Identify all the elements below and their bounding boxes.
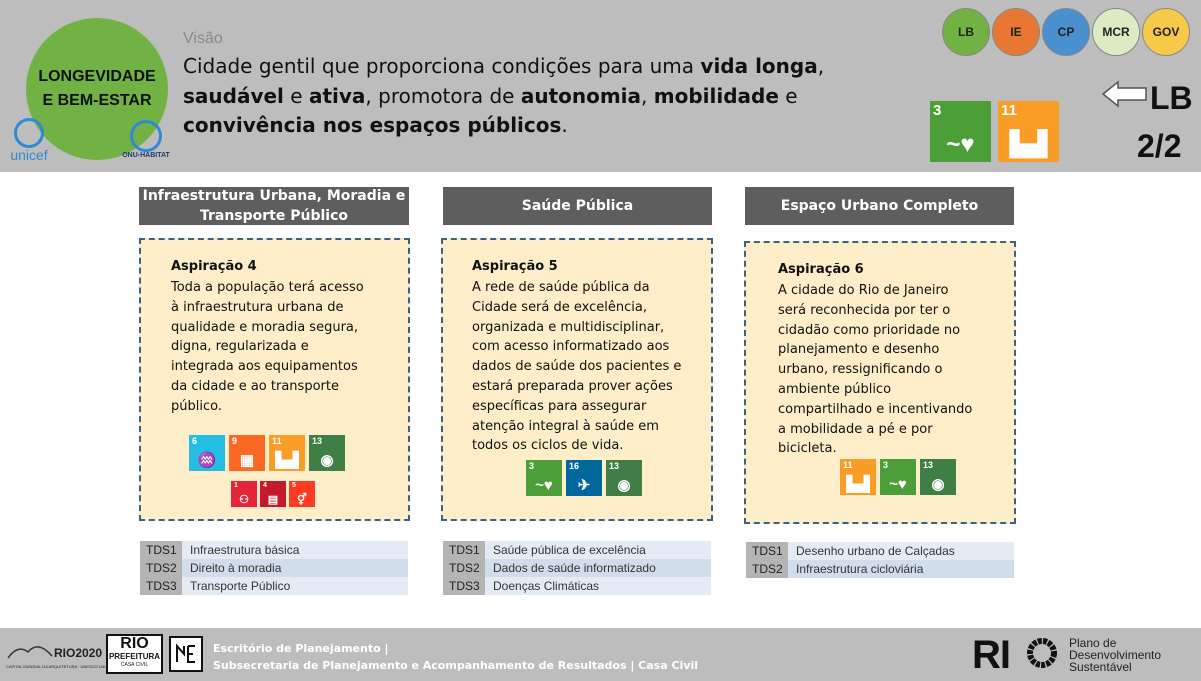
tds-code: TDS3 (443, 577, 485, 595)
tds-text: Direito à moradia (182, 559, 408, 577)
aspiration-line: planejamento e desenho (778, 342, 940, 358)
aspiration-line: A rede de saúde pública da (472, 280, 650, 295)
sdg-icons-5 (526, 460, 646, 500)
unicef-label: unicef (10, 147, 48, 163)
tds-text: Saúde pública de excelência (485, 541, 711, 559)
sdg-icons-6 (840, 459, 960, 499)
aspiration-line: bicicleta. (778, 441, 837, 457)
aspiration-line: compartilhado e incentivando (778, 401, 973, 417)
sdg-6-icon: 6 ♒ (189, 435, 225, 471)
aspiration-text (472, 278, 681, 456)
aspiration-line: ambiente público (778, 381, 892, 397)
vision-label: Visão (183, 30, 223, 47)
tds-row (443, 541, 711, 559)
aspiration-title: Aspiração 5 (472, 259, 558, 274)
tag-mcr[interactable]: MCR (1092, 8, 1140, 56)
sdg-9-icon: 9 ▦ (229, 435, 265, 471)
tds-text: Dados de saúde informatizado (485, 559, 711, 577)
aspiration-title: Aspiração 4 (171, 259, 257, 274)
aspiration-line: digna, regularizada e (171, 339, 309, 355)
aspiration-line: estará preparada prover ações (472, 378, 673, 394)
tds-row (443, 559, 711, 577)
unicef-globe-icon (14, 118, 44, 148)
casa-civil-icon (169, 636, 203, 672)
tds-text: Infraestrutura básica (182, 541, 408, 559)
sdg-11-icon: 11 ▙▟ (998, 101, 1059, 162)
column-header-espaco-urbano: Espaço Urbano Completo (745, 187, 1014, 225)
sdg-5-icon: 5 ⚥ (289, 481, 315, 507)
footer-band (0, 628, 1201, 681)
unicef-logo (4, 118, 54, 168)
sdg-4-icon: 4 ▤ (260, 481, 286, 507)
sdg-3-icon: 3 ~♥ (930, 101, 991, 162)
tds-list-saude (443, 541, 711, 595)
aspiration-line: qualidade e moradia segura, (171, 319, 359, 335)
category-tags (942, 8, 1190, 56)
arrow-left-icon[interactable] (1102, 80, 1148, 108)
sdg-icons-4 (189, 435, 349, 511)
tds-code: TDS1 (140, 541, 182, 559)
sdg-3-icon: 3 ~♥ (880, 459, 916, 495)
aspiration-line: cidadão como prioridade no (778, 322, 961, 338)
tds-code: TDS2 (140, 559, 182, 577)
aspiration-text (171, 278, 364, 417)
footer-subsecretaria: Subsecretaria de Planejamento e Acompanhamento de Resultados | Casa Civil (213, 659, 699, 672)
onu-globe-icon (130, 120, 162, 152)
tds-row (746, 560, 1014, 578)
plano-desenvolvimento-label: Plano de Desenvolvimento Sustentável (1069, 636, 1162, 674)
aspiration-title: Aspiração 6 (778, 262, 864, 277)
tds-row (140, 559, 408, 577)
tds-code: TDS2 (443, 559, 485, 577)
rio-ring-icon (1026, 637, 1058, 669)
aspiration-line: Cidade será de excelência, (472, 299, 647, 315)
aspiration-line: todos os ciclos de vida. (472, 438, 624, 454)
theme-line-2: E BEM-ESTAR (42, 92, 152, 109)
rio2020-logo: RIO2020 CAPITAL MUNDIAL DA ARQUITETURA · UNESCO UIA (6, 636, 100, 672)
tag-gov[interactable]: GOV (1142, 8, 1190, 56)
tds-row (140, 541, 408, 559)
sdg-3-icon: 3 ~♥ (526, 460, 562, 496)
aspiration-line: a mobilidade a pé e por (778, 421, 933, 437)
onu-label: ONU-HABITAT (122, 152, 170, 159)
prefeitura-logo: RIO PREFEITURA CASA CIVIL (106, 634, 163, 674)
tds-code: TDS1 (443, 541, 485, 559)
tds-row (746, 542, 1014, 560)
aspiration-line: à infraestrutura urbana de (171, 299, 344, 315)
sdg-11-icon: 11 ▙▟ (269, 435, 305, 471)
footer-office: Escritório de Planejamento | (213, 642, 389, 655)
page-number: 2/2 (1137, 128, 1182, 164)
tds-list-espaco-urbano (746, 542, 1014, 578)
sdg-1-icon: 1 ⚇ (231, 481, 257, 507)
tds-code: TDS1 (746, 542, 788, 560)
skyline-icon (6, 640, 54, 662)
header-band (0, 0, 1201, 172)
aspiration-text (778, 281, 972, 459)
aspiration-line: Toda a população terá acesso (171, 280, 364, 295)
tds-code: TDS3 (140, 577, 182, 595)
column-header-saude: Saúde Pública (443, 187, 712, 225)
tds-row (140, 577, 408, 595)
aspiration-line: integrada aos equipamentos (171, 359, 358, 375)
sdg-13-icon: 13 ◉ (309, 435, 345, 471)
rio-logo-text: RI (972, 633, 1010, 677)
tag-ie[interactable]: IE (992, 8, 1040, 56)
sdg-16-icon: 16 ✈ (566, 460, 602, 496)
tds-text: Infraestrutura cicloviária (788, 560, 1014, 578)
aspiration-line: dados de saúde dos pacientes e (472, 359, 682, 375)
column-header-infraestrutura: Infraestrutura Urbana, Moradia e Transporte Público (139, 187, 409, 225)
sdg-13-icon: 13 ◉ (920, 459, 956, 495)
aspiration-line: organizada e multidisciplinar, (472, 319, 665, 335)
tds-list-infraestrutura (140, 541, 408, 595)
tag-cp[interactable]: CP (1042, 8, 1090, 56)
page-code: LB (1150, 80, 1193, 116)
tds-text: Transporte Público (182, 577, 408, 595)
sdg-11-icon: 11 ▙▟ (840, 459, 876, 495)
onu-habitat-logo (118, 120, 174, 170)
theme-line-1: LONGEVIDADE (38, 68, 156, 85)
aspiration-line: será reconhecida por ter o (778, 302, 951, 318)
tds-row (443, 577, 711, 595)
aspiration-line: específicas para assegurar (472, 398, 647, 414)
aspiration-line: da cidade e ao transporte (171, 378, 339, 394)
tds-text: Desenho urbano de Calçadas (788, 542, 1014, 560)
aspiration-line: público. (171, 398, 222, 414)
sdg-13-icon: 13 ◉ (606, 460, 642, 496)
aspiration-line: A cidade do Rio de Janeiro (778, 283, 949, 298)
tds-text: Doenças Climáticas (485, 577, 711, 595)
aspiration-line: com acesso informatizado aos (472, 339, 670, 355)
tag-lb[interactable]: LB (942, 8, 990, 56)
aspiration-line: urbano, ressignificando o (778, 362, 943, 378)
tds-code: TDS2 (746, 560, 788, 578)
vision-text: Cidade gentil que proporciona condições para uma vida longa, saudável e ativa, promotora de autonomia, mobilidade e convivência nos espaços públicos. (183, 54, 825, 137)
aspiration-line: atenção integral à saúde em (472, 418, 659, 434)
